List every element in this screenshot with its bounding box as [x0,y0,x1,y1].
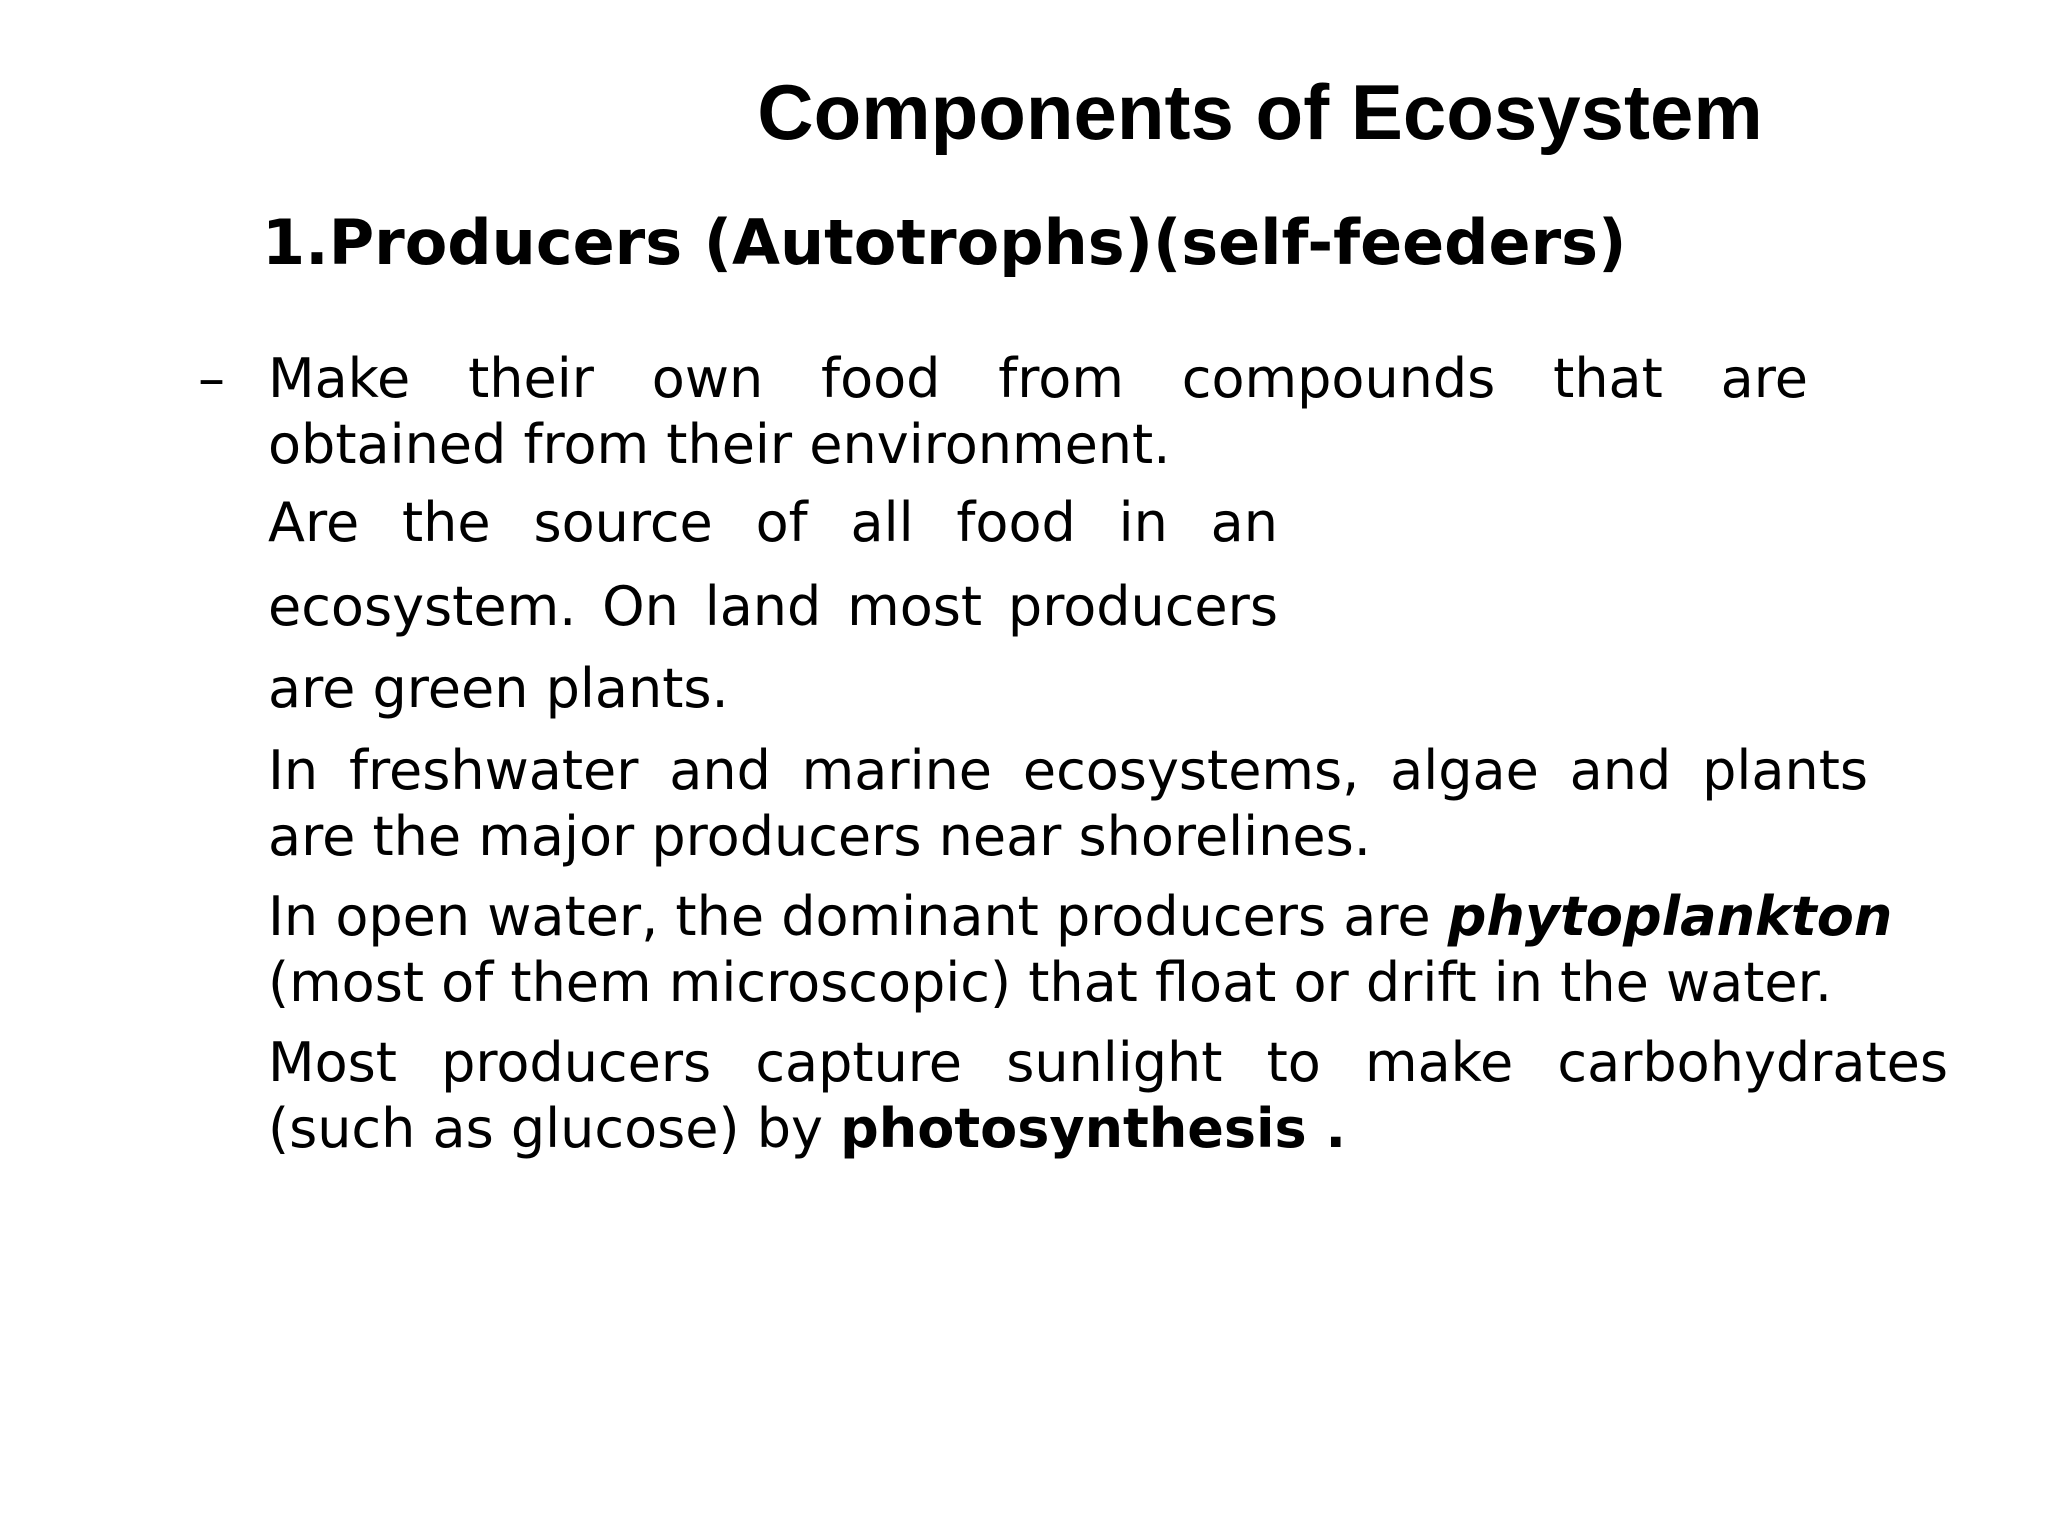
bullet-dash: – [198,347,225,410]
paragraph-open-water [268,884,1948,1016]
paragraph-freshwater-marine [268,738,1868,870]
slide-title: Components of Ecosystem [757,68,1763,156]
emphasis-phytoplankton: phytoplankton [1447,885,1893,948]
section-heading-producers: 1.Producers (Autotrophs)(self-feeders) [262,206,1627,279]
paragraph-line: are green plants. [268,657,729,720]
text-run: (such as glucose) by [268,1097,841,1160]
paragraph-line: (most of them microscopic) that float or drift in the water. [268,951,1833,1014]
paragraph-line: are the major producers near shorelines. [268,805,1371,868]
paragraph-photosynthesis [268,1030,1948,1162]
text-run: In open water, the dominant producers are [268,885,1448,948]
paragraph-line: Make their own food from compounds that are [268,347,1808,410]
paragraph-make-own-food [268,346,1808,478]
paragraph-line: obtained from their environment. [268,413,1171,476]
paragraph-source-of-food-line-1 [268,490,1278,556]
paragraph-line [268,1096,1948,1162]
emphasis-photosynthesis: photosynthesis . [840,1097,1347,1160]
paragraph-line: Most producers capture sunlight to make carbohydrates [268,1031,1948,1094]
paragraph-line: In freshwater and marine ecosystems, algae and plants [268,739,1868,802]
paragraph-line: Are the source of all food in an [268,491,1278,554]
paragraph-source-of-food-line-2 [268,574,1278,640]
paragraph-line: ecosystem. On land most producers [268,575,1278,638]
paragraph-source-of-food-line-3 [268,656,1278,722]
paragraph-line [268,884,1948,950]
